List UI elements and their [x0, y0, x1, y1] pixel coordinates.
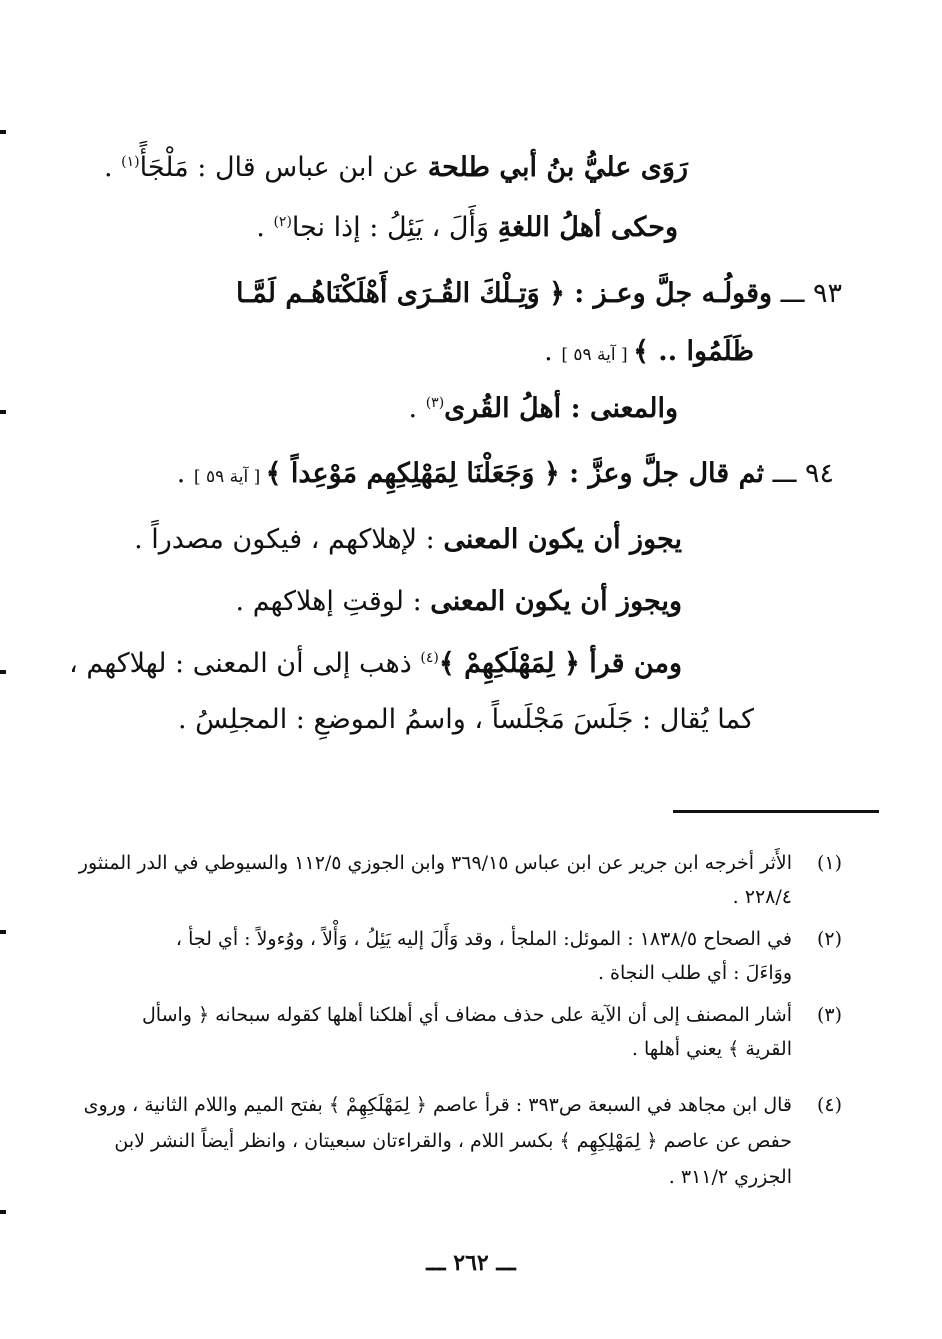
text-punct: . — [256, 212, 274, 243]
ayah-ref: [ آية ٥٩ ] — [193, 467, 266, 487]
quran-quote: ثم قال جلَّ وعزَّ : ﴿ وَجَعَلْنَا لِمَهْلِكِهِم مَوْعِداً ﴾ — [265, 458, 765, 489]
scan-edge-mark — [0, 130, 6, 134]
text-plain: : لإهلاكهم ، فيكون مصدراً . — [134, 524, 444, 555]
scan-edge-mark — [0, 410, 6, 414]
footnote-ref: (٢) — [273, 214, 292, 230]
scan-edge-mark — [0, 930, 6, 934]
text-line-1 — [104, 152, 688, 183]
text-plain: كما يُقال : جَلَسَ مَجْلَساً ، واسمُ الموضعِ : المجلِسُ . — [177, 704, 754, 735]
text-plain: : لوقتِ إهلاكهم . — [235, 586, 431, 617]
scan-edge-mark — [0, 1210, 6, 1214]
footnote-line: في الصحاح ١٨٣٨/٥ : الموئل: الملجأ ، وقد وَأَلَ إليه يَئِلُ ، وَأْلاً ، ووُءولاً : أي لجأ ، — [175, 928, 792, 950]
text-line-4 — [544, 336, 754, 367]
footnote-number: (١) — [816, 852, 842, 874]
footnote-ref: (٤) — [420, 650, 439, 666]
footnote-line: قال ابن مجاهد في السبعة ص٣٩٣ : قرأ عاصم ﴿ لِمَهْلَكِهِمْ ﴾ بفتح الميم واللام الثانية ، وروى — [83, 1094, 792, 1116]
text-plain: وَأَلَ ، يَئِلُ : إذا نجا — [291, 212, 498, 243]
footnote-line: الأَثر أخرجه ابن جرير عن ابن عباس ٣٦٩/١٥ وابن الجوزي ١١٢/٥ والسيوطي في الدر المنثور — [78, 852, 792, 874]
text-punct: . — [103, 152, 122, 183]
footnote-line: ٢٢٨/٤ . — [732, 886, 792, 908]
quran-quote: ظَلَمُوا .. ﴾ — [633, 336, 754, 367]
text-line-5 — [409, 393, 678, 424]
footnote-ref: (٣) — [425, 395, 445, 411]
text-punct: . — [408, 393, 426, 424]
ayah-ref: [ آية ٥٩ ] — [561, 345, 634, 365]
footnote-number: (٣) — [816, 1004, 842, 1026]
text-line-10 — [178, 704, 754, 735]
footnote-number: (٢) — [816, 928, 842, 950]
text-bold: رَوَى عليُّ بنُ أبي طلحة — [427, 152, 688, 183]
footnote-ref: (١) — [121, 154, 140, 170]
footnote-line: القرية ﴾ يعني أهلها . — [631, 1038, 792, 1060]
text-punct: . — [544, 336, 562, 367]
text-bold: وحكى أهلُ اللغةِ — [497, 212, 678, 243]
text-line-3 — [236, 278, 842, 309]
page-number: ـــ ٢٦٢ ـــ — [426, 1250, 516, 1276]
text-bold: ويجوز أن يكون المعنى — [430, 586, 682, 617]
footnote-number: (٤) — [816, 1094, 842, 1116]
scan-edge-mark — [0, 670, 6, 674]
footnote-separator — [673, 810, 879, 813]
text-bold: يجوز أن يكون المعنى — [443, 524, 682, 555]
text-bold: والمعنى : أهلُ القُرى — [444, 393, 678, 424]
entry-number: ٩٤ ـــ — [764, 458, 834, 489]
quran-quote: ومن قرأ ﴿ لِمَهْلَكِهِمْ ﴾ — [438, 648, 682, 679]
text-line-8 — [236, 586, 682, 617]
footnote-line: أشار المصنف إلى أن الآية على حذف مضاف أي أهلكنا أهلها كقوله سبحانه ﴿ واسأل — [141, 1004, 792, 1026]
text-plain: ذهب إلى أن المعنى : لهلاكهم ، — [69, 648, 421, 679]
text-line-2 — [256, 212, 678, 243]
footnote-line: ووَاءَلَ : أي طلب النجاة . — [597, 962, 792, 984]
text-line-6 — [177, 458, 834, 489]
text-line-7 — [134, 524, 682, 555]
quran-quote: وقولُـه جلَّ وعـز : ﴿ وَتِـلْكَ القُـرَى أَهْلَكْنَاهُـم لَمَّـا — [235, 278, 773, 309]
entry-number: ٩٣ ـــ — [772, 278, 842, 309]
text-line-9 — [69, 648, 682, 679]
footnote-line: الجزري ٣١١/٢ . — [668, 1166, 792, 1188]
text-punct: . — [176, 458, 194, 489]
footnote-line: حفص عن عاصم ﴿ لِمَهْلِكِهِم ﴾ بكسر اللام ، والقراءتان سبعيتان ، وانظر أيضاً النشر لابن — [114, 1130, 792, 1152]
text-plain: عن ابن عباس قال : مَلْجَأً — [139, 152, 428, 183]
